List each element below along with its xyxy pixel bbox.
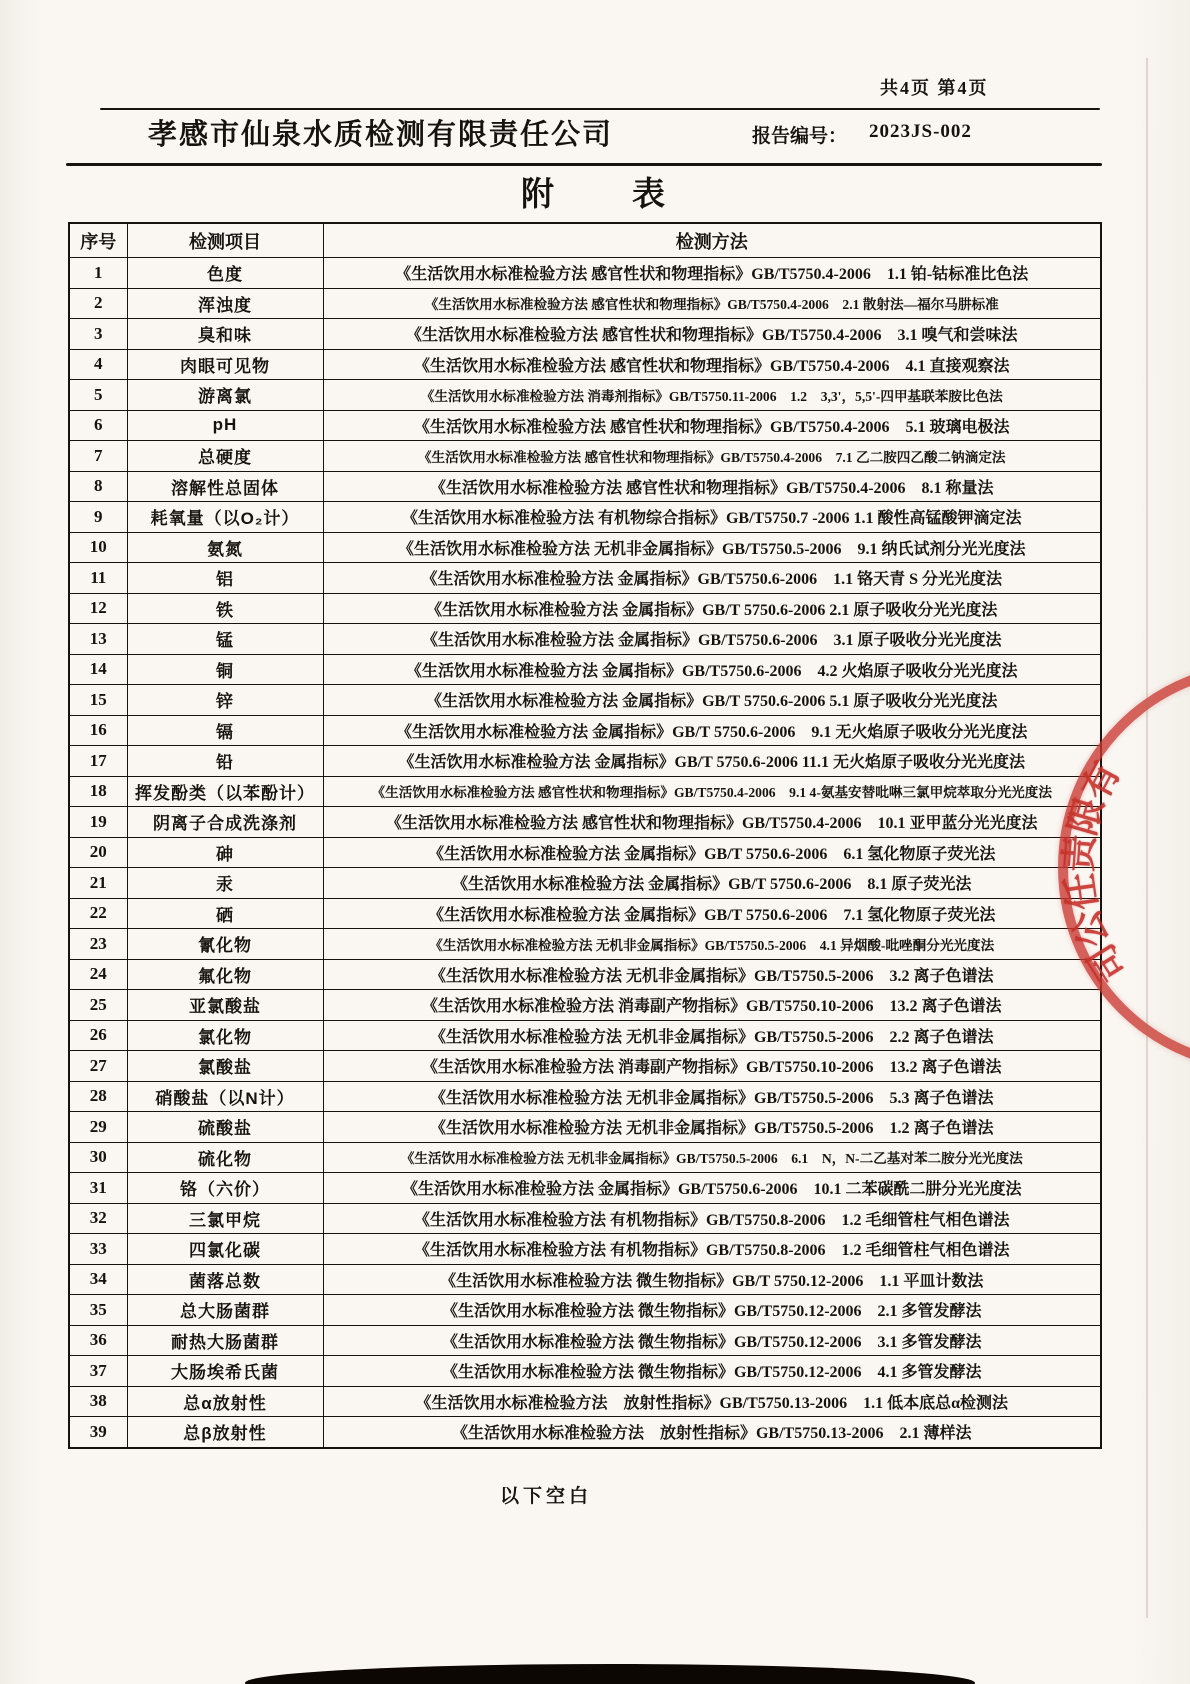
test-method: 《生活饮用水标准检验方法 金属指标》GB/T 5750.6-2006 11.1 无火焰原子吸收分光光度法 xyxy=(323,746,1101,777)
test-method: 《生活饮用水标准检验方法 消毒副产物指标》GB/T5750.10-2006 13.2 离子色谱法 xyxy=(323,990,1101,1021)
test-method: 《生活饮用水标准检验方法 金属指标》GB/T5750.6-2006 1.1 铬天青 S 分光光度法 xyxy=(323,563,1101,594)
table-row xyxy=(69,1112,1101,1143)
test-item: 总大肠菌群 xyxy=(127,1295,323,1326)
table-row xyxy=(69,1417,1101,1448)
test-item: 耗氧量（以O₂计） xyxy=(127,502,323,533)
row-number: 39 xyxy=(69,1417,127,1448)
row-number: 32 xyxy=(69,1203,127,1234)
header-divider-bottom xyxy=(66,163,1102,166)
test-item: 亚氯酸盐 xyxy=(127,990,323,1021)
table-header-row xyxy=(69,223,1101,258)
table-row xyxy=(69,776,1101,807)
scan-bottom-shadow xyxy=(245,1664,975,1684)
row-number: 25 xyxy=(69,990,127,1021)
row-number: 11 xyxy=(69,563,127,594)
test-item: 铬（六价） xyxy=(127,1173,323,1204)
stamp-text-char: 司 xyxy=(1080,936,1135,990)
table-row xyxy=(69,746,1101,777)
test-item: 镉 xyxy=(127,715,323,746)
test-method: 《生活饮用水标准检验方法 无机非金属指标》GB/T5750.5-2006 4.1 异烟酸-吡唑酮分光光度法 xyxy=(323,929,1101,960)
row-number: 15 xyxy=(69,685,127,716)
test-method: 《生活饮用水标准检验方法 金属指标》GB/T 5750.6-2006 8.1 原子荧光法 xyxy=(323,868,1101,899)
test-item: 氨氮 xyxy=(127,532,323,563)
test-method: 《生活饮用水标准检验方法 消毒副产物指标》GB/T5750.10-2006 13.2 离子色谱法 xyxy=(323,1051,1101,1082)
table-row xyxy=(69,593,1101,624)
test-item: 总α放射性 xyxy=(127,1386,323,1417)
test-item: 浑浊度 xyxy=(127,288,323,319)
test-method: 《生活饮用水标准检验方法 金属指标》GB/T5750.6-2006 10.1 二苯碳酰二肼分光光度法 xyxy=(323,1173,1101,1204)
row-number: 24 xyxy=(69,959,127,990)
test-methods-table-body xyxy=(69,258,1101,1448)
test-item: 色度 xyxy=(127,258,323,289)
row-number: 37 xyxy=(69,1356,127,1387)
header-method: 检测方法 xyxy=(323,223,1101,258)
test-method: 《生活饮用水标准检验方法 放射性指标》GB/T5750.13-2006 2.1 薄样法 xyxy=(323,1417,1101,1448)
table-row xyxy=(69,1356,1101,1387)
page-marker: 共4页 第4页 xyxy=(880,78,989,98)
test-method: 《生活饮用水标准检验方法 微生物指标》GB/T5750.12-2006 2.1 多管发酵法 xyxy=(323,1295,1101,1326)
row-number: 16 xyxy=(69,715,127,746)
row-number: 22 xyxy=(69,898,127,929)
test-item: 挥发酚类（以苯酚计） xyxy=(127,776,323,807)
test-item: 砷 xyxy=(127,837,323,868)
table-row xyxy=(69,471,1101,502)
test-item: 氯化物 xyxy=(127,1020,323,1051)
report-number-value: 2023JS-002 xyxy=(869,121,972,142)
row-number: 13 xyxy=(69,624,127,655)
row-number: 17 xyxy=(69,746,127,777)
test-method: 《生活饮用水标准检验方法 感官性状和物理指标》GB/T5750.4-2006 5.1 玻璃电极法 xyxy=(323,410,1101,441)
row-number: 14 xyxy=(69,654,127,685)
test-method: 《生活饮用水标准检验方法 无机非金属指标》GB/T5750.5-2006 2.2 离子色谱法 xyxy=(323,1020,1101,1051)
table-row xyxy=(69,654,1101,685)
table-row xyxy=(69,1264,1101,1295)
test-method: 《生活饮用水标准检验方法 感官性状和物理指标》GB/T5750.4-2006 10.1 亚甲蓝分光光度法 xyxy=(323,807,1101,838)
test-item: 溶解性总固体 xyxy=(127,471,323,502)
table-row xyxy=(69,502,1101,533)
report-number-label: 报告编号： xyxy=(752,126,848,147)
row-number: 4 xyxy=(69,349,127,380)
scan-paper-edge xyxy=(1146,58,1148,1618)
test-method: 《生活饮用水标准检验方法 感官性状和物理指标》GB/T5750.4-2006 1.1 铂-钴标准比色法 xyxy=(323,258,1101,289)
table-row xyxy=(69,1234,1101,1265)
test-methods-table xyxy=(68,222,1102,1449)
row-number: 12 xyxy=(69,593,127,624)
test-item: 阴离子合成洗涤剂 xyxy=(127,807,323,838)
test-item: 铅 xyxy=(127,746,323,777)
test-method: 《生活饮用水标准检验方法 有机物指标》GB/T5750.8-2006 1.2 毛细管柱气相色谱法 xyxy=(323,1203,1101,1234)
row-number: 26 xyxy=(69,1020,127,1051)
table-row xyxy=(69,532,1101,563)
test-method: 《生活饮用水标准检验方法 感官性状和物理指标》GB/T5750.4-2006 4.1 直接观察法 xyxy=(323,349,1101,380)
row-number: 18 xyxy=(69,776,127,807)
table-row xyxy=(69,1203,1101,1234)
table-row xyxy=(69,959,1101,990)
test-method: 《生活饮用水标准检验方法 感官性状和物理指标》GB/T5750.4-2006 8.1 称量法 xyxy=(323,471,1101,502)
test-method: 《生活饮用水标准检验方法 微生物指标》GB/T5750.12-2006 3.1 多管发酵法 xyxy=(323,1325,1101,1356)
table-row xyxy=(69,1051,1101,1082)
test-method: 《生活饮用水标准检验方法 金属指标》GB/T5750.6-2006 4.2 火焰原子吸收分光光度法 xyxy=(323,654,1101,685)
row-number: 29 xyxy=(69,1112,127,1143)
table-row xyxy=(69,715,1101,746)
table-row xyxy=(69,807,1101,838)
test-method: 《生活饮用水标准检验方法 无机非金属指标》GB/T5750.5-2006 6.1 N，N-二乙基对苯二胺分光光度法 xyxy=(323,1142,1101,1173)
test-item: 汞 xyxy=(127,868,323,899)
test-item: 硝酸盐（以N计） xyxy=(127,1081,323,1112)
row-number: 28 xyxy=(69,1081,127,1112)
stamp-text-char: 限 xyxy=(1061,792,1112,840)
table-row xyxy=(69,1081,1101,1112)
table-row xyxy=(69,349,1101,380)
row-number: 31 xyxy=(69,1173,127,1204)
company-name: 孝感市仙泉水质检测有限责任公司 xyxy=(148,119,614,151)
test-method: 《生活饮用水标准检验方法 金属指标》GB/T5750.6-2006 3.1 原子吸收分光光度法 xyxy=(323,624,1101,655)
test-item: 总硬度 xyxy=(127,441,323,472)
table-row xyxy=(69,258,1101,289)
row-number: 20 xyxy=(69,837,127,868)
test-method: 《生活饮用水标准检验方法 感官性状和物理指标》GB/T5750.4-2006 3.1 嗅气和尝味法 xyxy=(323,319,1101,350)
report-number xyxy=(752,121,972,148)
test-method: 《生活饮用水标准检验方法 无机非金属指标》GB/T5750.5-2006 9.1 纳氏试剂分光光度法 xyxy=(323,532,1101,563)
table-row xyxy=(69,1142,1101,1173)
table-row xyxy=(69,990,1101,1021)
test-item: 氯酸盐 xyxy=(127,1051,323,1082)
test-item: 铜 xyxy=(127,654,323,685)
test-item: 硒 xyxy=(127,898,323,929)
table-row xyxy=(69,563,1101,594)
header-item: 检测项目 xyxy=(127,223,323,258)
test-item: 大肠埃希氏菌 xyxy=(127,1356,323,1387)
row-number: 6 xyxy=(69,410,127,441)
test-method: 《生活饮用水标准检验方法 无机非金属指标》GB/T5750.5-2006 5.3 离子色谱法 xyxy=(323,1081,1101,1112)
table-row xyxy=(69,1020,1101,1051)
test-item: 锌 xyxy=(127,685,323,716)
row-number: 7 xyxy=(69,441,127,472)
table-row xyxy=(69,319,1101,350)
test-item: 耐热大肠菌群 xyxy=(127,1325,323,1356)
table-row xyxy=(69,1325,1101,1356)
stamp-text-char: 任 xyxy=(1058,870,1105,913)
test-item: 铁 xyxy=(127,593,323,624)
row-number: 1 xyxy=(69,258,127,289)
row-number: 27 xyxy=(69,1051,127,1082)
row-number: 33 xyxy=(69,1234,127,1265)
table-row xyxy=(69,898,1101,929)
row-number: 8 xyxy=(69,471,127,502)
table-row xyxy=(69,624,1101,655)
row-number: 19 xyxy=(69,807,127,838)
page-title: 附 表 xyxy=(521,177,669,213)
test-item: 三氯甲烷 xyxy=(127,1203,323,1234)
header-divider-top xyxy=(100,108,1100,110)
row-number: 21 xyxy=(69,868,127,899)
table-row xyxy=(69,288,1101,319)
test-item: 硫化物 xyxy=(127,1142,323,1173)
test-method: 《生活饮用水标准检验方法 金属指标》GB/T 5750.6-2006 7.1 氢化物原子荧光法 xyxy=(323,898,1101,929)
stamp-text-char: 有 xyxy=(1074,754,1128,807)
test-item: 锰 xyxy=(127,624,323,655)
test-method: 《生活饮用水标准检验方法 有机物综合指标》GB/T5750.7 -2006 1.1 酸性高锰酸钾滴定法 xyxy=(323,502,1101,533)
test-method: 《生活饮用水标准检验方法 无机非金属指标》GB/T5750.5-2006 1.2 离子色谱法 xyxy=(323,1112,1101,1143)
test-item: pH xyxy=(127,410,323,441)
test-method: 《生活饮用水标准检验方法 微生物指标》GB/T5750.12-2006 4.1 多管发酵法 xyxy=(323,1356,1101,1387)
stamp-text-char: 公 xyxy=(1064,904,1117,953)
row-number: 10 xyxy=(69,532,127,563)
table-row xyxy=(69,441,1101,472)
table-row xyxy=(69,380,1101,411)
row-number: 35 xyxy=(69,1295,127,1326)
table-row xyxy=(69,837,1101,868)
row-number: 2 xyxy=(69,288,127,319)
test-method: 《生活饮用水标准检验方法 感官性状和物理指标》GB/T5750.4-2006 7.1 乙二胺四乙酸二钠滴定法 xyxy=(323,441,1101,472)
test-item: 铝 xyxy=(127,563,323,594)
table-row xyxy=(69,410,1101,441)
test-method: 《生活饮用水标准检验方法 金属指标》GB/T 5750.6-2006 5.1 原子吸收分光光度法 xyxy=(323,685,1101,716)
row-number: 36 xyxy=(69,1325,127,1356)
test-item: 肉眼可见物 xyxy=(127,349,323,380)
test-method: 《生活饮用水标准检验方法 有机物指标》GB/T5750.8-2006 1.2 毛细管柱气相色谱法 xyxy=(323,1234,1101,1265)
test-method: 《生活饮用水标准检验方法 消毒剂指标》GB/T5750.11-2006 1.2 3,3'，5,5'-四甲基联苯胺比色法 xyxy=(323,380,1101,411)
table-row xyxy=(69,685,1101,716)
test-item: 总β放射性 xyxy=(127,1417,323,1448)
row-number: 5 xyxy=(69,380,127,411)
test-method: 《生活饮用水标准检验方法 金属指标》GB/T 5750.6-2006 2.1 原子吸收分光光度法 xyxy=(323,593,1101,624)
row-number: 9 xyxy=(69,502,127,533)
test-method: 《生活饮用水标准检验方法 无机非金属指标》GB/T5750.5-2006 3.2 离子色谱法 xyxy=(323,959,1101,990)
row-number: 30 xyxy=(69,1142,127,1173)
table-row xyxy=(69,1295,1101,1326)
test-item: 硫酸盐 xyxy=(127,1112,323,1143)
test-method: 《生活饮用水标准检验方法 感官性状和物理指标》GB/T5750.4-2006 2.1 散射法—福尔马肼标准 xyxy=(323,288,1101,319)
test-method: 《生活饮用水标准检验方法 微生物指标》GB/T 5750.12-2006 1.1 平皿计数法 xyxy=(323,1264,1101,1295)
table-row xyxy=(69,868,1101,899)
footer-note: 以下空白 xyxy=(500,1486,593,1507)
table-row xyxy=(69,1173,1101,1204)
row-number: 38 xyxy=(69,1386,127,1417)
test-item: 氟化物 xyxy=(127,959,323,990)
row-number: 23 xyxy=(69,929,127,960)
test-method: 《生活饮用水标准检验方法 感官性状和物理指标》GB/T5750.4-2006 9.1 4-氨基安替吡啉三氯甲烷萃取分光光度法 xyxy=(323,776,1101,807)
test-item: 氰化物 xyxy=(127,929,323,960)
row-number: 3 xyxy=(69,319,127,350)
test-item: 菌落总数 xyxy=(127,1264,323,1295)
test-method: 《生活饮用水标准检验方法 金属指标》GB/T 5750.6-2006 9.1 无火焰原子吸收分光光度法 xyxy=(323,715,1101,746)
row-number: 34 xyxy=(69,1264,127,1295)
stamp-text-char: 责 xyxy=(1058,833,1102,874)
test-item: 四氯化碳 xyxy=(127,1234,323,1265)
test-item: 臭和味 xyxy=(127,319,323,350)
test-method: 《生活饮用水标准检验方法 放射性指标》GB/T5750.13-2006 1.1 低本底总α检测法 xyxy=(323,1386,1101,1417)
table-row xyxy=(69,929,1101,960)
test-item: 游离氯 xyxy=(127,380,323,411)
table-row xyxy=(69,1386,1101,1417)
test-method: 《生活饮用水标准检验方法 金属指标》GB/T 5750.6-2006 6.1 氢化物原子荧光法 xyxy=(323,837,1101,868)
header-no: 序号 xyxy=(69,223,127,258)
